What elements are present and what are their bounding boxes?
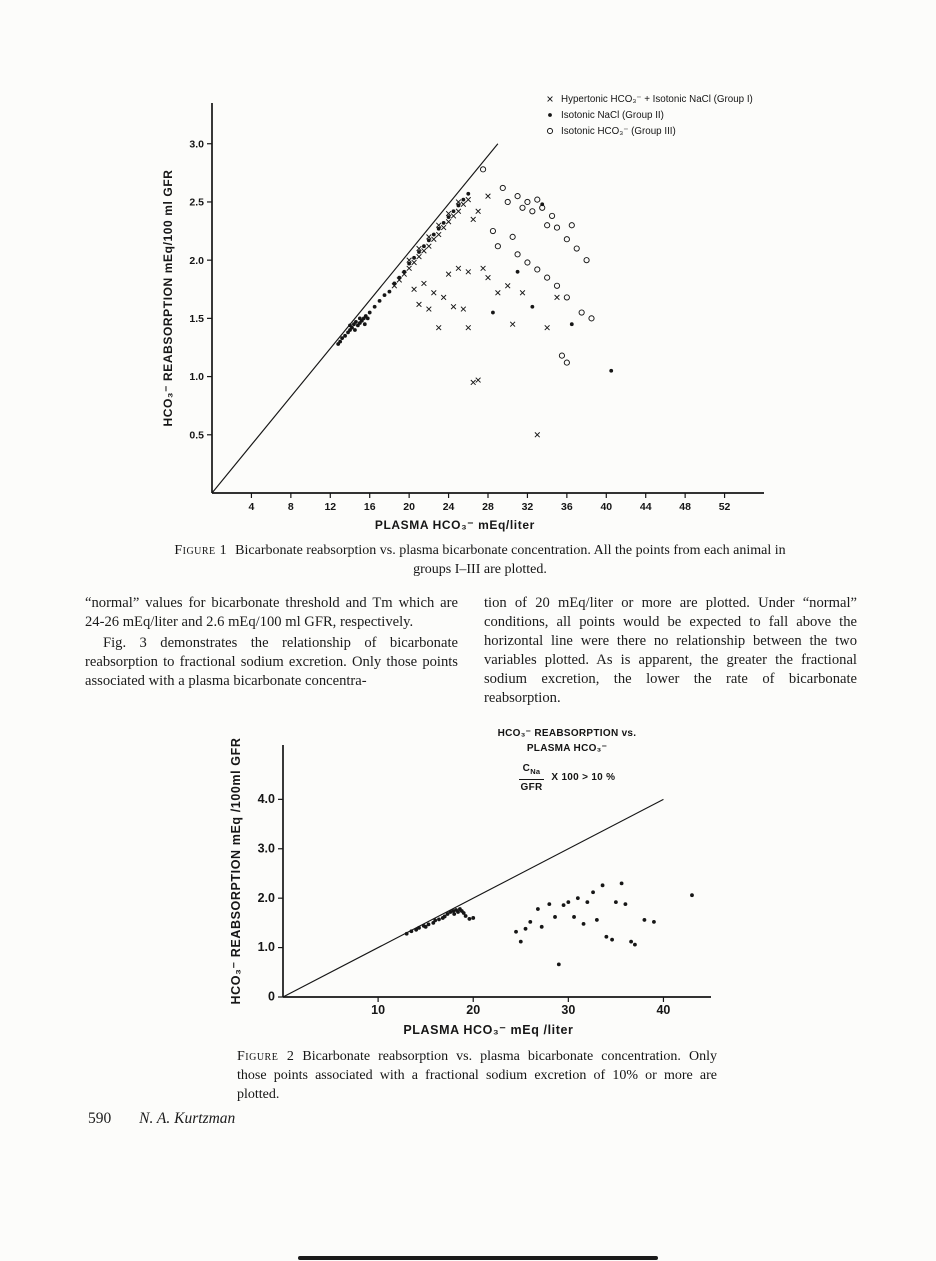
svg-text:2.5: 2.5 bbox=[189, 196, 204, 209]
svg-text:1.5: 1.5 bbox=[189, 312, 204, 325]
figure-1-chart bbox=[152, 85, 892, 545]
svg-text:28: 28 bbox=[482, 501, 494, 513]
svg-text:20: 20 bbox=[466, 1003, 481, 1017]
figure-2-annotation bbox=[492, 727, 642, 795]
svg-text:PLASMA HCO₃⁻ mEq /liter: PLASMA HCO₃⁻ mEq /liter bbox=[403, 1023, 574, 1037]
scan-artifact bbox=[298, 1256, 658, 1260]
svg-text:4: 4 bbox=[248, 501, 255, 513]
svg-text:12: 12 bbox=[324, 501, 337, 513]
svg-text:1.0: 1.0 bbox=[189, 371, 204, 384]
svg-text:0: 0 bbox=[268, 989, 275, 1004]
svg-text:24: 24 bbox=[442, 501, 455, 513]
body-text bbox=[85, 594, 857, 708]
figure-1-caption bbox=[160, 542, 800, 580]
figure-2-caption-text: Bicarbonate reabsorption vs. plasma bicarbonate concentration. Only those points associated with a fractional sodium excretion of 10% or more are plotted. bbox=[237, 1049, 717, 1102]
figure-2-chart bbox=[225, 725, 745, 1055]
figure-2-label: Figure 2 bbox=[237, 1049, 295, 1064]
svg-text:36: 36 bbox=[561, 501, 573, 513]
annotation-line1: HCO₃⁻ REABSORPTION vs. bbox=[497, 728, 637, 739]
svg-text:0.5: 0.5 bbox=[189, 429, 204, 442]
annotation-condition bbox=[492, 762, 642, 795]
svg-text:40: 40 bbox=[656, 1003, 671, 1017]
svg-text:30: 30 bbox=[561, 1003, 576, 1017]
svg-text:Hypertonic HCO₃⁻ + Isotonic Na: Hypertonic HCO₃⁻ + Isotonic NaCl (Group I) bbox=[561, 94, 753, 106]
paragraph: Fig. 3 demonstrates the relationship of bicarbonate reabsorption to fractional sodium excretion. Only those points associated with a plasma bicarbonate concentra- bbox=[85, 634, 458, 689]
fraction-cna-gfr: $\frac{C_{Na}}{\text{GFR}}$ bbox=[520, 763, 543, 793]
svg-text:2.0: 2.0 bbox=[189, 254, 204, 267]
figure-1-label: Figure 1 bbox=[174, 543, 228, 558]
svg-text:Isotonic NaCl (Group II): Isotonic NaCl (Group II) bbox=[561, 110, 664, 122]
svg-text:52: 52 bbox=[718, 501, 731, 513]
svg-text:8: 8 bbox=[287, 501, 294, 513]
svg-text:3.0: 3.0 bbox=[257, 841, 275, 856]
svg-text:Isotonic HCO₃⁻ (Group III): Isotonic HCO₃⁻ (Group III) bbox=[561, 126, 676, 138]
page-footer bbox=[88, 1110, 235, 1128]
svg-text:3.0: 3.0 bbox=[189, 138, 204, 151]
svg-text:48: 48 bbox=[679, 501, 691, 513]
svg-text:10: 10 bbox=[371, 1003, 386, 1017]
paragraph: tion of 20 mEq/liter or more are plotted. Under “normal” conditions, all points would be expected to fall above the horizontal line were there no relationship between the two variables plotted. As is apparent, the greater the fractional sodium excretion, the lower the rate of bicarbonate reabsorption. bbox=[484, 595, 857, 706]
annotation-line2: PLASMA HCO₃⁻ bbox=[526, 742, 608, 754]
svg-text:32: 32 bbox=[521, 501, 534, 513]
svg-text:4.0: 4.0 bbox=[257, 791, 275, 806]
svg-text:44: 44 bbox=[639, 501, 652, 513]
body-column-right bbox=[484, 594, 857, 708]
page-number: 590 bbox=[88, 1110, 112, 1127]
svg-text:2.0: 2.0 bbox=[257, 890, 275, 905]
svg-text:1.0: 1.0 bbox=[257, 940, 275, 955]
svg-text:PLASMA HCO₃⁻ mEq/liter: PLASMA HCO₃⁻ mEq/liter bbox=[374, 518, 535, 532]
figure-2-caption bbox=[237, 1048, 717, 1105]
svg-text:40: 40 bbox=[600, 501, 613, 513]
condition-text: X 100 > 10 % bbox=[551, 772, 616, 784]
svg-text:HCO₃⁻ REABSORPTION mEq /100ml: HCO₃⁻ REABSORPTION mEq /100ml GFR bbox=[229, 737, 243, 1005]
body-column-left bbox=[85, 594, 458, 708]
paragraph: “normal” values for bicarbonate threshold and Tm which are 24-26 mEq/liter and 2.6 mEq/100 ml GFR, respectively. bbox=[85, 595, 458, 630]
svg-text:20: 20 bbox=[403, 501, 415, 513]
svg-text:16: 16 bbox=[363, 501, 376, 513]
svg-text:HCO₃⁻ REABSORPTION mEq/100 m: HCO₃⁻ REABSORPTION mEq/100 ml GFR bbox=[161, 169, 175, 427]
running-author: N. A. Kurtzman bbox=[139, 1110, 236, 1127]
figure-1-caption-text: Bicarbonate reabsorption vs. plasma bicarbonate concentration. All the points from each animal in groups I–III are plotted. bbox=[235, 543, 786, 577]
